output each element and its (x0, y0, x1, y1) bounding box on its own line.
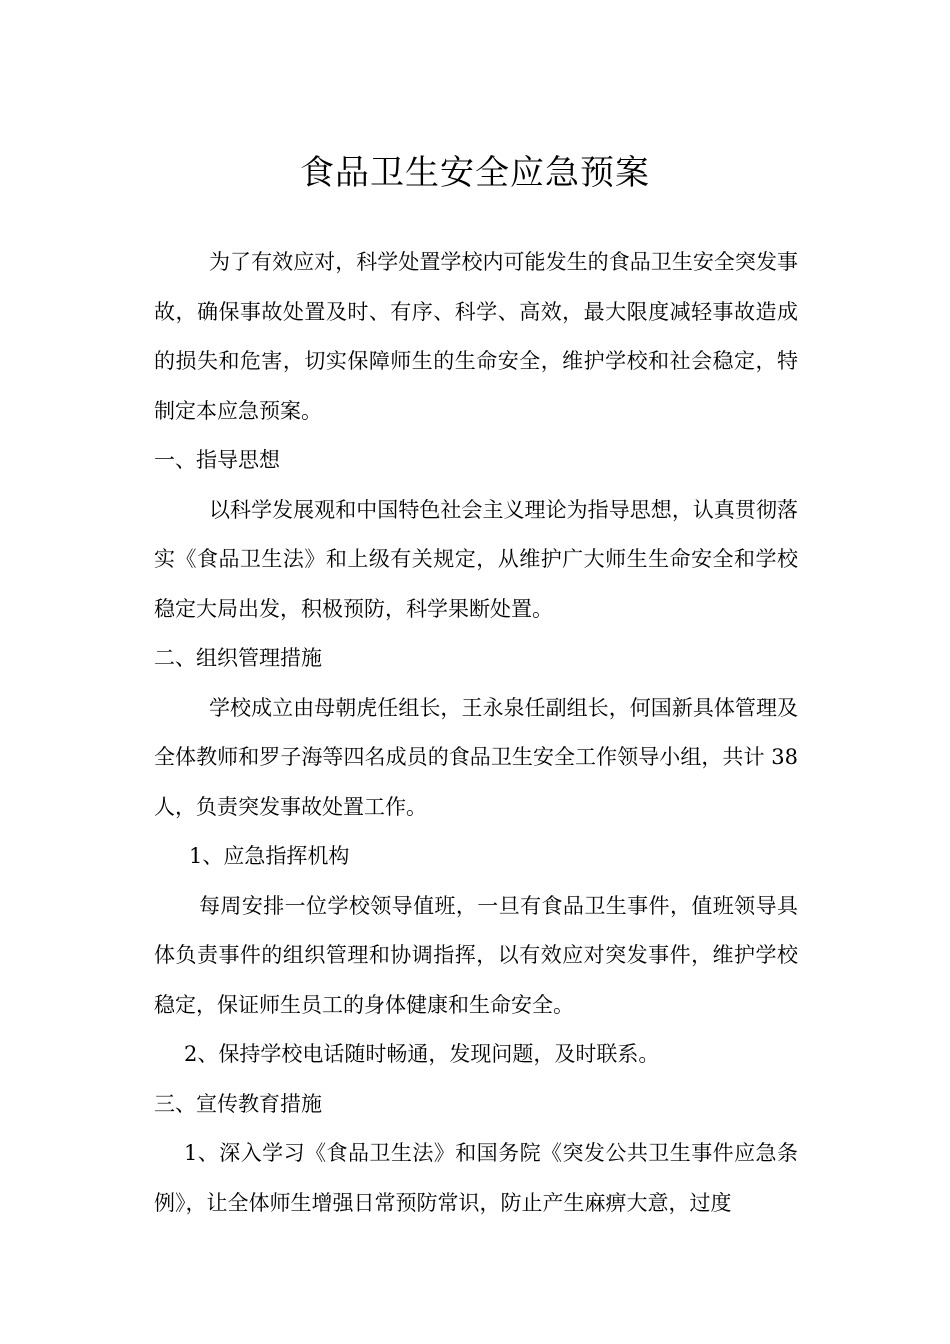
section-heading-guiding-ideology: 一、指导思想 (154, 448, 280, 472)
paragraph-command-structure: 每周安排一位学校领导值班，一旦有食品卫生事件，值班领导具体负责事件的组织管理和协调指挥，以有效应对突发事件，维护学校稳定，保证师生员工的身体健康和生命安全。 (154, 893, 798, 1017)
section-heading-organization: 二、组织管理措施 (154, 646, 322, 670)
paragraph-intro: 为了有效应对，科学处置学校内可能发生的食品卫生安全突发事故，确保事故处置及时、有序、科学、高效，最大限度减轻事故造成的损失和危害，切实保障师生的生命安全，维护学校和社会稳定，特制定本应急预案。 (154, 250, 798, 423)
section-heading-education: 三、宣传教育措施 (154, 1091, 322, 1116)
document-body (154, 238, 798, 1228)
paragraph-phone: 2、保持学校电话随时畅通，发现问题，及时联系。 (184, 1042, 660, 1066)
paragraph-organization: 学校成立由母朝虎任组长，王永泉任副组长，何国新具体管理及全体教师和罗子海等四名成员的食品卫生安全工作领导小组，共计 38 人，负责突发事故处置工作。 (154, 695, 798, 819)
paragraph-guiding-ideology: 以科学发展观和中国特色社会主义理论为指导思想，认真贯彻落实《食品卫生法》和上级有关规定，从维护广大师生生命安全和学校稳定大局出发，积极预防，科学果断处置。 (154, 497, 798, 621)
document-title: 食品卫生安全应急预案 (300, 152, 650, 193)
paragraph-education-1: 1、深入学习《食品卫生法》和国务院《突发公共卫生事件应急条例》，让全体师生增强日常预防常识，防止产生麻痹大意，过度 (154, 1141, 798, 1215)
subheading-command-structure: 1、应急指挥机构 (189, 844, 350, 868)
